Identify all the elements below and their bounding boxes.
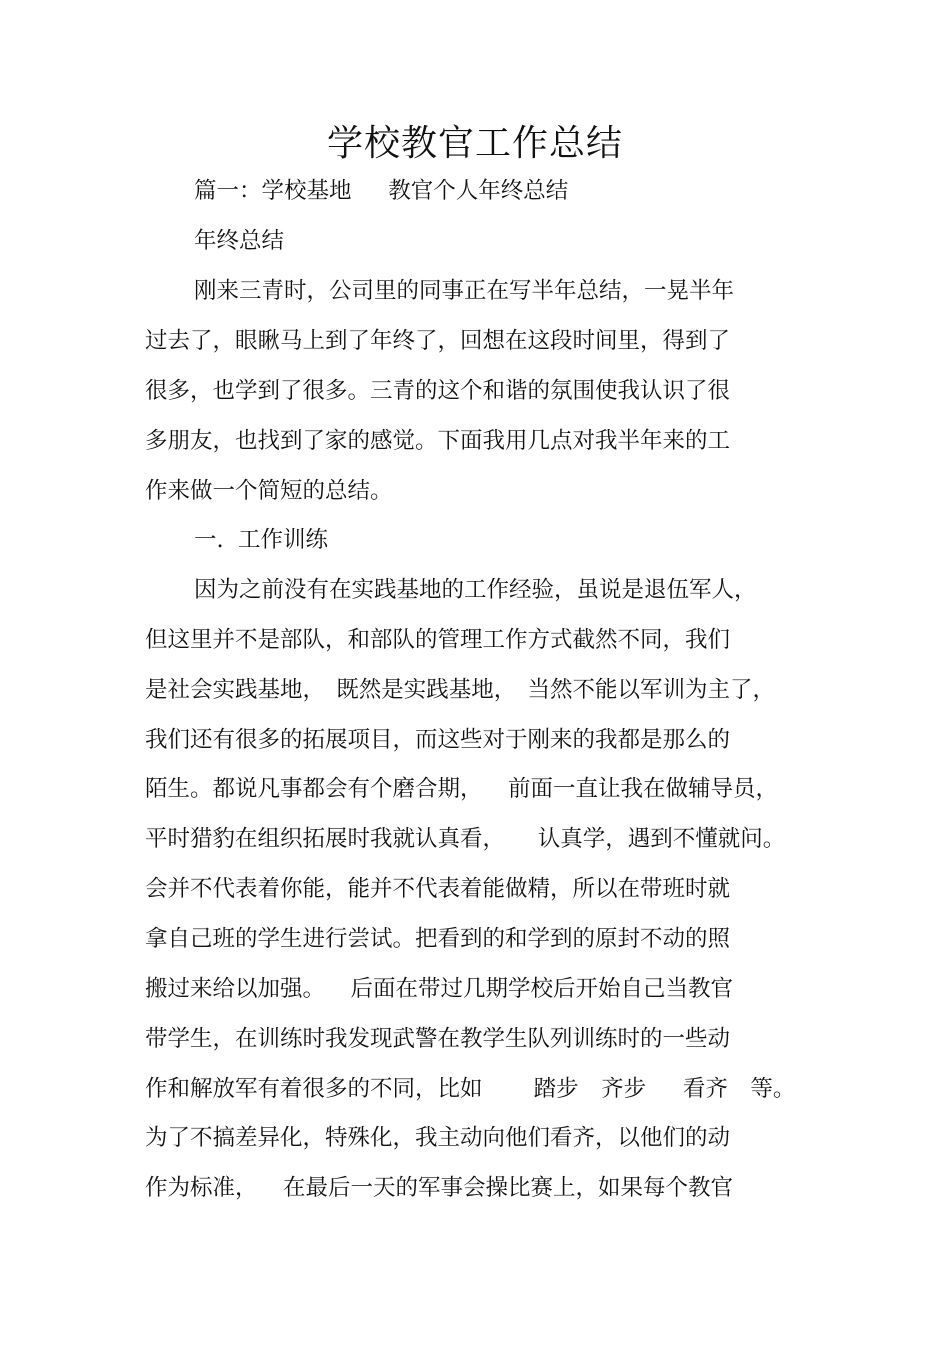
- section-heading: 篇一：学校基地 教官个人年终总结: [194, 178, 569, 204]
- section-heading: 一. 工作训练: [194, 527, 328, 553]
- paragraph-line: 刚来三青时，公司里的同事正在写半年总结，一晃半年: [194, 278, 735, 304]
- paragraph-line: 带学生，在训练时我发现武警在教学生队列训练时的一些动: [145, 1026, 731, 1052]
- paragraph-line: 作来做一个简短的总结。: [145, 478, 393, 504]
- document-title: 学校教官工作总结: [326, 123, 623, 164]
- paragraph-line: 作为标准， 在最后一天的军事会操比赛上，如果每个教官: [145, 1175, 734, 1201]
- paragraph-line: 是社会实践基地， 既然是实践基地， 当然不能以军训为主了，: [145, 677, 776, 703]
- paragraph-line: 会并不代表着你能，能并不代表着能做精，所以在带班时就: [145, 876, 731, 902]
- paragraph-line: 搬过来给以加强。 后面在带过几期学校后开始自己当教官: [145, 976, 734, 1002]
- paragraph-line: 但这里并不是部队，和部队的管理工作方式截然不同，我们: [145, 627, 731, 653]
- subheading: 年终总结: [194, 228, 285, 254]
- paragraph-line: 过去了，眼瞅马上到了年终了，回想在这段时间里，得到了: [145, 328, 731, 354]
- paragraph-line: 很多，也学到了很多。三青的这个和谐的氛围使我认识了很: [145, 378, 731, 404]
- paragraph-line: 我们还有很多的拓展项目，而这些对于刚来的我都是那么的: [145, 727, 731, 753]
- paragraph-line: 因为之前没有在实践基地的工作经验，虽说是退伍军人，: [194, 577, 757, 603]
- paragraph-line: 多朋友，也找到了家的感觉。下面我用几点对我半年来的工: [145, 428, 731, 454]
- paragraph-line: 作和解放军有着很多的不同，比如 踏步 齐步 看齐 等。: [145, 1076, 796, 1102]
- paragraph-line: 为了不搞差异化，特殊化，我主动向他们看齐，以他们的动: [145, 1125, 731, 1151]
- paragraph-line: 平时猎豹在组织拓展时我就认真看， 认真学，遇到不懂就问。: [145, 826, 786, 852]
- paragraph-line: 陌生。都说凡事都会有个磨合期， 前面一直让我在做辅导员，: [145, 776, 779, 802]
- paragraph-line: 拿自己班的学生进行尝试。把看到的和学到的原封不动的照: [145, 926, 731, 952]
